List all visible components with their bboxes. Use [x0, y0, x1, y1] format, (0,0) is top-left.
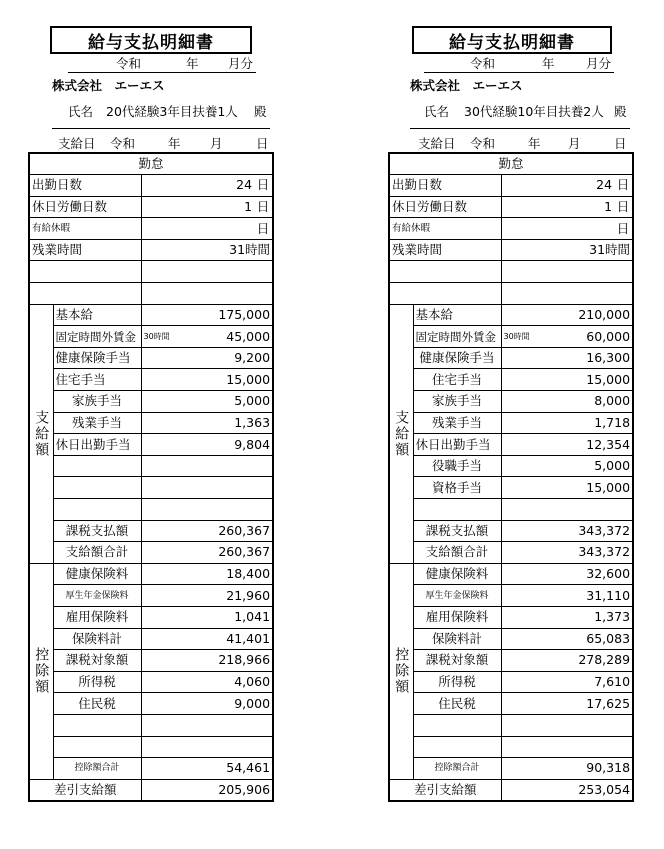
- deduction-value: [501, 714, 633, 736]
- payment-label: 資格手当: [413, 477, 501, 499]
- table-row: [389, 671, 633, 693]
- table-row: [29, 606, 273, 628]
- deduction-value: 9,000: [141, 693, 273, 715]
- payment-value: [141, 455, 273, 477]
- attendance-value: 24 日: [141, 175, 273, 197]
- payment-label: 固定時間外賃金: [413, 326, 501, 348]
- payment-total-value: 343,372: [501, 542, 633, 564]
- deductions-side-label: 控除額: [29, 563, 53, 779]
- deduction-label: 健康保険料: [413, 563, 501, 585]
- deduction-value: 7,610: [501, 671, 633, 693]
- payment-value: 12,354: [501, 434, 633, 456]
- pay-date-era: 令和: [470, 136, 496, 151]
- table-row: [389, 736, 633, 758]
- payment-value: 16,300: [501, 347, 633, 369]
- table-row: [29, 520, 273, 542]
- deduction-value: 17,625: [501, 693, 633, 715]
- payment-label: [53, 499, 141, 521]
- net-pay-label: 差引支給額: [389, 779, 501, 801]
- table-row: [29, 499, 273, 521]
- pay-date-label: 支給日: [58, 136, 96, 151]
- deduction-label: 住民税: [53, 693, 141, 715]
- payment-value: 5,000: [501, 455, 633, 477]
- deduction-label: 住民税: [413, 693, 501, 715]
- table-row: [29, 412, 273, 434]
- attendance-label: 休日労働日数: [389, 196, 501, 218]
- payment-label: 残業手当: [53, 412, 141, 434]
- attendance-value: 日: [501, 218, 633, 240]
- period-year: 年: [186, 56, 199, 71]
- deduction-total-value: 54,461: [141, 758, 273, 780]
- taxable-label: 課税支払額: [53, 520, 141, 542]
- table-row: [29, 434, 273, 456]
- attendance-value: 24 日: [501, 175, 633, 197]
- attendance-label: 有給休暇: [29, 218, 141, 240]
- deduction-label: 保険料計: [53, 628, 141, 650]
- table-row: [389, 606, 633, 628]
- payments-side-label: 支給額: [29, 304, 53, 563]
- attendance-label: 残業時間: [389, 239, 501, 261]
- period-month: 月分: [228, 56, 254, 71]
- table-row: [29, 218, 273, 240]
- table-row: [389, 650, 633, 672]
- table-row: [389, 693, 633, 715]
- deduction-value: 4,060: [141, 671, 273, 693]
- deduction-label: 雇用保険料: [413, 606, 501, 628]
- table-row: [389, 196, 633, 218]
- period-year: 年: [542, 56, 555, 71]
- table-row: [389, 391, 633, 413]
- period-underline: [424, 72, 614, 73]
- deduction-value: 18,400: [141, 563, 273, 585]
- table-row: [29, 671, 273, 693]
- table-row: [29, 542, 273, 564]
- table-row: [29, 650, 273, 672]
- payment-label: 住宅手当: [413, 369, 501, 391]
- table-row: [29, 304, 273, 326]
- table-row: [389, 563, 633, 585]
- table-row: [29, 693, 273, 715]
- payment-value: 30時間 45,000: [141, 326, 273, 348]
- payment-value: 5,000: [141, 391, 273, 413]
- period-underline: [68, 72, 256, 73]
- pay-date-day: 日: [614, 136, 627, 151]
- deduction-label: 課税対象額: [53, 650, 141, 672]
- payment-value: 15,000: [501, 369, 633, 391]
- employee-name: 20代経験3年目扶養1人: [106, 104, 238, 119]
- deduction-value: 278,289: [501, 650, 633, 672]
- payment-value: 15,000: [501, 477, 633, 499]
- table-row: [389, 239, 633, 261]
- payment-value: [141, 499, 273, 521]
- pay-date-day: 日: [256, 136, 269, 151]
- table-row: [29, 779, 273, 801]
- company-name: 株式会社 エーエス: [52, 78, 165, 93]
- table-row: [389, 542, 633, 564]
- payment-value: 1,718: [501, 412, 633, 434]
- table-row: [29, 369, 273, 391]
- payment-label: [53, 477, 141, 499]
- employee-label: 氏名: [424, 104, 450, 119]
- slip-title: 給与支払明細書: [50, 26, 252, 54]
- deduction-value: [141, 714, 273, 736]
- table-row: [389, 412, 633, 434]
- payment-label: 休日出勤手当: [53, 434, 141, 456]
- table-row: [29, 391, 273, 413]
- pay-date-label: 支給日: [418, 136, 456, 151]
- table-row: [29, 628, 273, 650]
- payment-label: 役職手当: [413, 455, 501, 477]
- attendance-value: 日: [141, 218, 273, 240]
- payment-value: 15,000: [141, 369, 273, 391]
- table-row: [389, 758, 633, 780]
- table-row: [29, 347, 273, 369]
- deduction-total-label: 控除額合計: [53, 758, 141, 780]
- attendance-label: 有給休暇: [389, 218, 501, 240]
- attendance-value: 1 日: [501, 196, 633, 218]
- payment-value: 175,000: [141, 304, 273, 326]
- payment-label: 住宅手当: [53, 369, 141, 391]
- deduction-label: [413, 714, 501, 736]
- deduction-value: 1,373: [501, 606, 633, 628]
- payment-value: 210,000: [501, 304, 633, 326]
- table-row: [389, 585, 633, 607]
- deduction-value: [141, 736, 273, 758]
- deduction-label: 厚生年金保険料: [53, 585, 141, 607]
- attendance-label: 残業時間: [29, 239, 141, 261]
- table-row: [29, 196, 273, 218]
- payment-value: 9,200: [141, 347, 273, 369]
- payment-label: 基本給: [53, 304, 141, 326]
- payment-label: 家族手当: [53, 391, 141, 413]
- deduction-label: 雇用保険料: [53, 606, 141, 628]
- deduction-label: 課税対象額: [413, 650, 501, 672]
- table-row: [389, 520, 633, 542]
- table-row: [29, 758, 273, 780]
- table-row: [29, 585, 273, 607]
- deduction-label: 保険料計: [413, 628, 501, 650]
- name-underline: [52, 128, 270, 129]
- table-row: [29, 175, 273, 197]
- table-row: [29, 736, 273, 758]
- deduction-total-value: 90,318: [501, 758, 633, 780]
- payment-label: 健康保険手当: [53, 347, 141, 369]
- payslip-table: [388, 152, 634, 802]
- deduction-label: 健康保険料: [53, 563, 141, 585]
- table-row: [29, 326, 273, 348]
- attendance-value: 1 日: [141, 196, 273, 218]
- deduction-value: 32,600: [501, 563, 633, 585]
- payment-label: 固定時間外賃金: [53, 326, 141, 348]
- attendance-header: 勤怠: [29, 153, 273, 175]
- payment-value: 30時間 60,000: [501, 326, 633, 348]
- pay-date-year: 年: [168, 136, 181, 151]
- employee-label: 氏名: [68, 104, 94, 119]
- deduction-value: 31,110: [501, 585, 633, 607]
- taxable-value: 260,367: [141, 520, 273, 542]
- net-pay-value: 253,054: [501, 779, 633, 801]
- payment-label: 休日出勤手当: [413, 434, 501, 456]
- table-row: [29, 477, 273, 499]
- deduction-label: [413, 736, 501, 758]
- table-row: [389, 477, 633, 499]
- table-row: [389, 714, 633, 736]
- table-row: [389, 218, 633, 240]
- period-era: 令和: [116, 56, 142, 71]
- payment-label: 基本給: [413, 304, 501, 326]
- attendance-label: 出勤日数: [29, 175, 141, 197]
- taxable-label: 課税支払額: [413, 520, 501, 542]
- payment-total-label: 支給額合計: [53, 542, 141, 564]
- payslip-left: [28, 0, 278, 849]
- deduction-label: 所得税: [53, 671, 141, 693]
- slip-title: 給与支払明細書: [412, 26, 612, 54]
- taxable-value: 343,372: [501, 520, 633, 542]
- payment-total-value: 260,367: [141, 542, 273, 564]
- deduction-label: 所得税: [413, 671, 501, 693]
- payment-value: [141, 477, 273, 499]
- table-row: [29, 455, 273, 477]
- payslip-table: [28, 152, 274, 802]
- payment-value: 9,804: [141, 434, 273, 456]
- name-underline: [410, 128, 630, 129]
- company-name: 株式会社 エーエス: [410, 78, 523, 93]
- table-row: [389, 369, 633, 391]
- payment-label: [53, 455, 141, 477]
- table-row: [389, 455, 633, 477]
- payslip-right: [388, 0, 638, 849]
- attendance-label: 休日労働日数: [29, 196, 141, 218]
- table-row: [389, 434, 633, 456]
- table-row: [29, 714, 273, 736]
- deduction-value: 41,401: [141, 628, 273, 650]
- table-row: [389, 347, 633, 369]
- payment-value: [501, 499, 633, 521]
- deduction-label: 厚生年金保険料: [413, 585, 501, 607]
- deduction-label: [53, 736, 141, 758]
- payment-total-label: 支給額合計: [413, 542, 501, 564]
- table-row: [29, 563, 273, 585]
- net-pay-label: 差引支給額: [29, 779, 141, 801]
- pay-date-month: 月: [568, 136, 581, 151]
- pay-date-era: 令和: [110, 136, 136, 151]
- table-row: [389, 304, 633, 326]
- table-row: [389, 326, 633, 348]
- table-row: [389, 628, 633, 650]
- net-pay-value: 205,906: [141, 779, 273, 801]
- payment-value: 1,363: [141, 412, 273, 434]
- deduction-value: [501, 736, 633, 758]
- period-era: 令和: [470, 56, 496, 71]
- honorific: 殿: [614, 104, 627, 119]
- attendance-value: 31時間: [501, 239, 633, 261]
- deduction-value: 1,041: [141, 606, 273, 628]
- honorific: 殿: [254, 104, 267, 119]
- deduction-value: 218,966: [141, 650, 273, 672]
- deduction-label: [53, 714, 141, 736]
- pay-date-year: 年: [528, 136, 541, 151]
- payment-label: 健康保険手当: [413, 347, 501, 369]
- table-row: [29, 239, 273, 261]
- table-row: [389, 499, 633, 521]
- period-month: 月分: [586, 56, 612, 71]
- table-row: [389, 779, 633, 801]
- deduction-value: 21,960: [141, 585, 273, 607]
- payments-side-label: 支給額: [389, 304, 413, 563]
- payment-label: 残業手当: [413, 412, 501, 434]
- deduction-total-label: 控除額合計: [413, 758, 501, 780]
- payment-value: 8,000: [501, 391, 633, 413]
- pay-date-month: 月: [210, 136, 223, 151]
- payment-label: [413, 499, 501, 521]
- payment-label: 家族手当: [413, 391, 501, 413]
- deductions-side-label: 控除額: [389, 563, 413, 779]
- attendance-label: 出勤日数: [389, 175, 501, 197]
- table-row: [389, 175, 633, 197]
- attendance-header: 勤怠: [389, 153, 633, 175]
- employee-name: 30代経験10年目扶養2人: [464, 104, 604, 119]
- deduction-value: 65,083: [501, 628, 633, 650]
- attendance-value: 31時間: [141, 239, 273, 261]
